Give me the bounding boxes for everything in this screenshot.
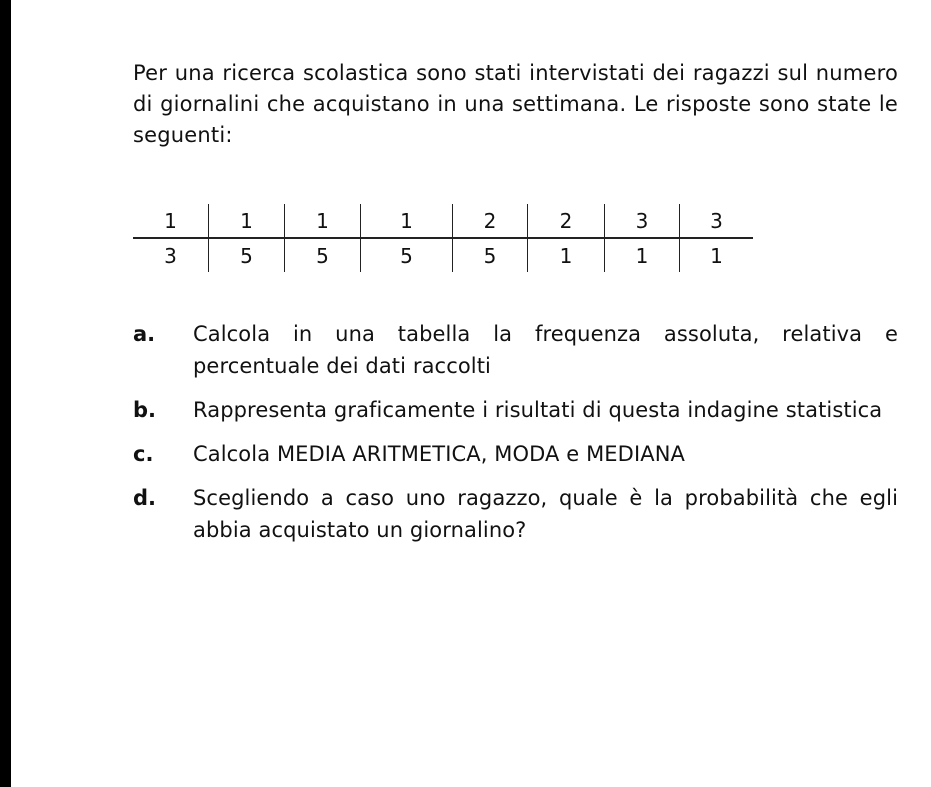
task-text: Calcola MEDIA ARITMETICA, MODA e MEDIANA [193, 442, 685, 466]
task-letter: c. [133, 442, 154, 466]
table-cell: 2 [453, 204, 528, 238]
table-cell: 5 [361, 238, 453, 272]
left-edge-bar [0, 0, 11, 787]
task-text: Calcola in una tabella la frequenza assoluta, relativa e percentuale dei dati raccolti [193, 322, 898, 378]
task-letter: b. [133, 398, 157, 422]
table-cell: 3 [605, 204, 680, 238]
table-cell: 1 [361, 204, 453, 238]
table-cell: 1 [680, 238, 754, 272]
task-text: Rappresenta graficamente i risultati di questa indagine statistica [193, 398, 883, 422]
table-cell: 5 [453, 238, 528, 272]
task-item-d [133, 482, 898, 546]
table-cell: 2 [528, 204, 605, 238]
table-cell: 1 [528, 238, 605, 272]
task-text: Scegliendo a caso uno ragazzo, quale è la probabilità che egli abbia acquistato un giornalino? [193, 486, 898, 542]
task-item-a [133, 318, 898, 382]
task-item-c [133, 438, 898, 470]
table-cell: 5 [285, 238, 361, 272]
table-cell: 3 [133, 238, 209, 272]
intro-text: Per una ricerca scolastica sono stati intervistati dei ragazzi sul numero di giornalini che acquistano in una settimana. Le risposte sono state le seguenti: [133, 61, 898, 147]
table-row-bottom [133, 238, 753, 272]
intro-paragraph [133, 58, 898, 151]
task-item-b [133, 394, 898, 426]
table-cell: 1 [605, 238, 680, 272]
survey-data-table [133, 204, 753, 272]
task-letter: d. [133, 486, 157, 510]
table-cell: 1 [285, 204, 361, 238]
table-cell: 5 [209, 238, 285, 272]
task-list [133, 318, 898, 558]
table-row-top [133, 204, 753, 238]
table-cell: 1 [209, 204, 285, 238]
table-cell: 1 [133, 204, 209, 238]
table-cell: 3 [680, 204, 754, 238]
task-letter: a. [133, 322, 156, 346]
